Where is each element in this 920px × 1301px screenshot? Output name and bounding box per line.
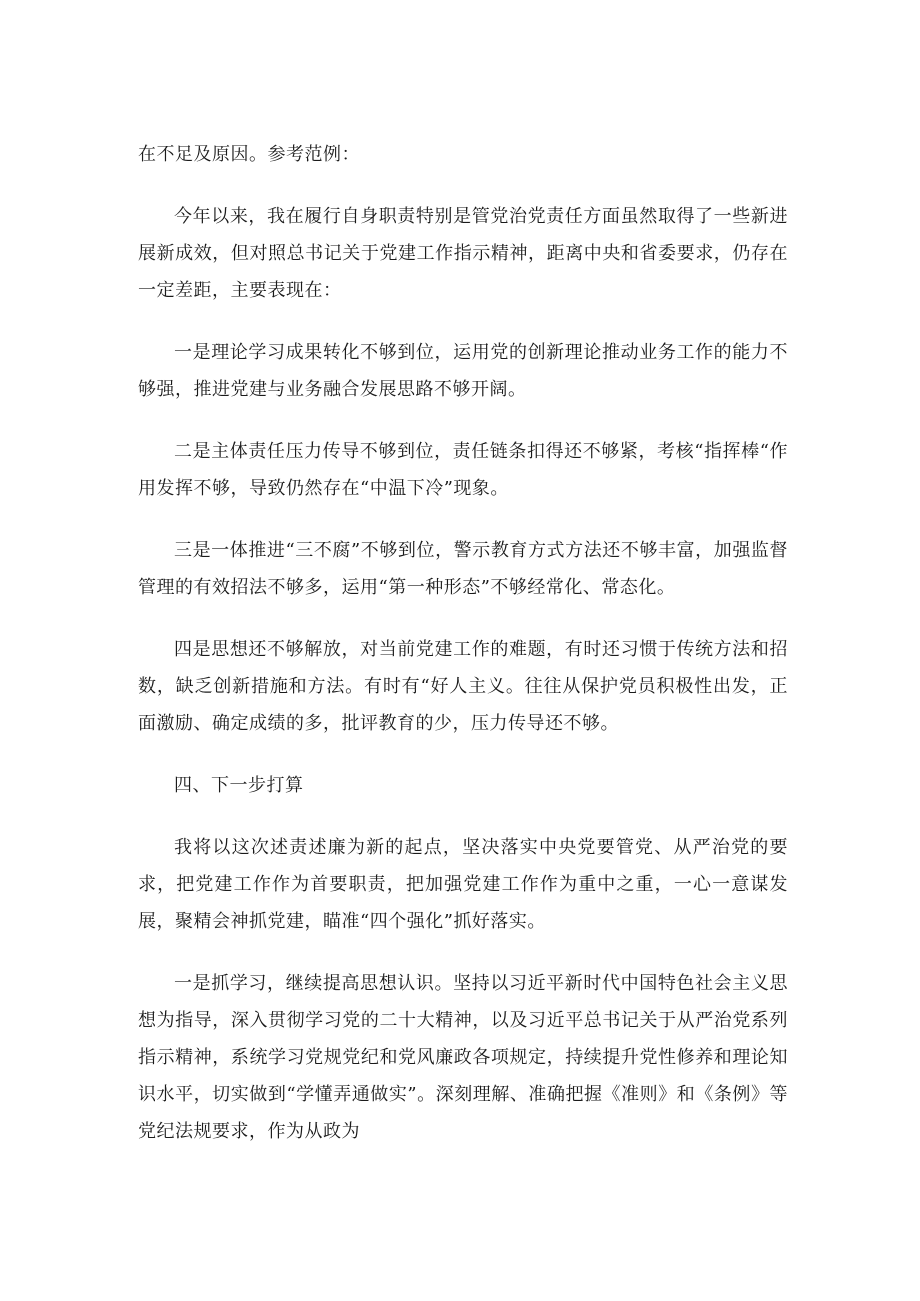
paragraph-intro: 在不足及原因。参考范例： [138, 144, 360, 165]
section-heading-next-steps: 四、下一步打算 [174, 775, 304, 796]
paragraph-issue-1: 一是理论学习成果转化不够到位，运用党的创新理论推动业务工作的能力不够强，推进党建与业务融合发展思路不够开阔。 [138, 342, 788, 400]
paragraph-issue-3: 三是一体推进“三不腐”不够到位，警示教育方式方法还不够丰富，加强监督管理的有效招法不够多，运用“第一种形态”不够经常化、常态化。 [138, 540, 788, 598]
paragraph-overview: 今年以来，我在履行自身职责特别是管党治党责任方面虽然取得了一些新进展新成效，但对照总书记关于党建工作指示精神，距离中央和省委要求，仍存在一定差距，主要表现在： [138, 206, 788, 301]
paragraph-issue-4: 四是思想还不够解放，对当前党建工作的难题，有时还习惯于传统方法和招数，缺乏创新措施和方法。有时有“好人主义。往往从保护党员积极性出发，正面激励、确定成绩的多，批评教育的少，压力传导还不够。 [138, 639, 788, 734]
paragraph-issue-2: 二是主体责任压力传导不够到位，责任链条扣得还不够紧，考核“指挥棒“作用发挥不够，导致仍然存在“中温下冷”现象。 [138, 441, 788, 499]
document-body [138, 136, 788, 1175]
paragraph-plan-intro: 我将以这次述责述廉为新的起点，坚决落实中央党要管党、从严治党的要求，把党建工作作为首要职责，把加强党建工作作为重中之重，一心一意谋发展，聚精会神抓党建，瞄准“四个强化”抓好落实。 [138, 837, 788, 932]
paragraph-plan-1: 一是抓学习，继续提高思想认识。坚持以习近平新时代中国特色社会主义思想为指导，深入贯彻学习党的二十大精神，以及习近平总书记关于从严治党系列指示精神，系统学习党规党纪和党风廉政各项规定，持续提升党性修养和理论知识水平，切实做到“学懂弄通做实”。深刻理解、准确把握《准则》和《条例》等党纪法规要求，作为从政为 [138, 973, 788, 1142]
